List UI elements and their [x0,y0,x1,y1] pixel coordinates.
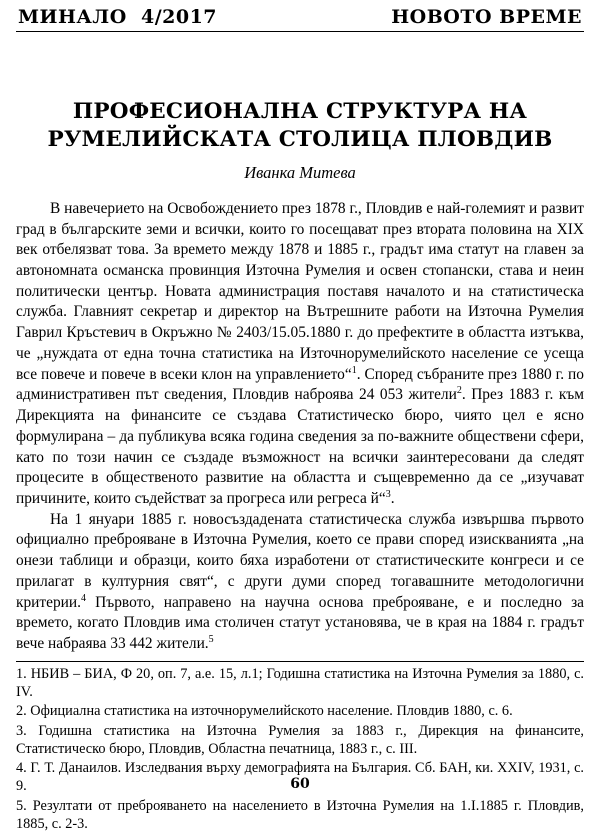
header-divider [16,31,584,32]
footnote-item: 4. Г. Т. Данаилов. Изследвания върху демографията на България. Сб. БАН, ки. XXIV, 1931, с. 9. [16,760,584,795]
paragraph-1-segment-c: . През 1883 г. към Дирекцията на финансите се създава Статистическо бюро, чиято цел е ясно формулирана – да публикува всяка година сведения за по-важните обществени сфери, като по този начин се създаде възможност на всички заинтересовани да следят процесите в общественото развитие на областта и същевременно да се „изучават причините, които съдействат за прогреса или регреса й“ [16,386,584,507]
page-number: 60 [290,776,310,792]
running-head [16,6,584,30]
footnote-item: 2. Официална статистика на източнорумелийското население. Пловдив 1880, с. 6. [16,703,513,720]
paragraph-1-segment-a: В навечерието на Освобождението през 1878 г., Пловдив е най-големият и развит град в българските земи и всички, които го посещават през втората половина на XIX век отбелязват това. За времето между 1878 и 1885 г., градът има статут на главен за автономната османска провинция Източна Румелия и освен стопански, става и неин политически център. Новата администрация поставя началото и на статистическа служба. Главният секретар и директор на Вътрешните работи на Източна Румелия Гаврил Кръстевич в Окръжно № 2403/15.05.1880 г. до префектите в областта изтъква, че „нуждата от една точна статистика на Източнорумелийското население се усеща все повече и повече в всеки клон на управлението“ [16,199,584,383]
footnote-ref-4: 4 [80,592,86,604]
article-body [16,199,584,655]
article-title-block [16,98,584,183]
paragraph-1-segment-b: . Според събраните през 1880 г. по административен път сведения, Пловдив наброява 24 053 жители [16,365,584,404]
footnote-item: 5. Резултати от преброяването на населението в Източна Румелия на 1.I.1885 г. Пловдив, 1885, с. 2-3. [16,797,584,833]
paragraph-2-segment-a: На 1 януари 1885 г. новосъздадената статистическа служба извършва първото официално преброяване в Източна Румелия, което се прави според изискванията „на онези таблици и образци, които бяха изработени от статистическите конгреси и се прилагат в културния свят“, с други думи според тогавашните методологични критерии. [16,510,584,611]
footnote-ref-2: 2 [456,385,462,397]
footnote-item: 3. Годишна статистика на Източна Румелия за 1883 г., Дирекция на финансите, Статистическо бюро, Пловдив, Областна печатница, 1883 г., с. III. [16,722,584,757]
page-title-line-1: ПРОФЕСИОНАЛНА СТРУКТУРА НА [72,99,528,124]
footnote-ref-3: 3 [385,488,391,500]
paragraph-1-segment-d: . [390,489,395,507]
footnote-ref-1: 1 [351,364,357,376]
footnote-item: 1. НБИВ – БИА, Ф 20, оп. 7, а.е. 15, л.1; Годишна статистика на Източна Румелия за 1880, с. IV. [16,665,584,700]
body-paragraph-1 [16,199,584,510]
page-title-line-2: РУМЕЛИЙСКАТА СТОЛИЦА ПЛОВДИВ [47,126,553,152]
footnote-ref-5: 5 [208,633,214,645]
running-head-right: НОВОТО ВРЕМЕ [391,6,582,28]
article-author: Иванка Митева [244,162,356,182]
body-paragraph-2 [16,510,584,655]
paragraph-2-segment-b: Първото, направено на научна основа преброяване, е и последно за времето, когато Пловдив има столичен статут установява, че в края на 1884 г. градът вече набраява 33 442 жители. [16,593,584,652]
footnote-list [16,665,584,833]
running-head-left: МИНАЛО 4/2017 [18,6,218,28]
footnote-divider [16,661,584,662]
